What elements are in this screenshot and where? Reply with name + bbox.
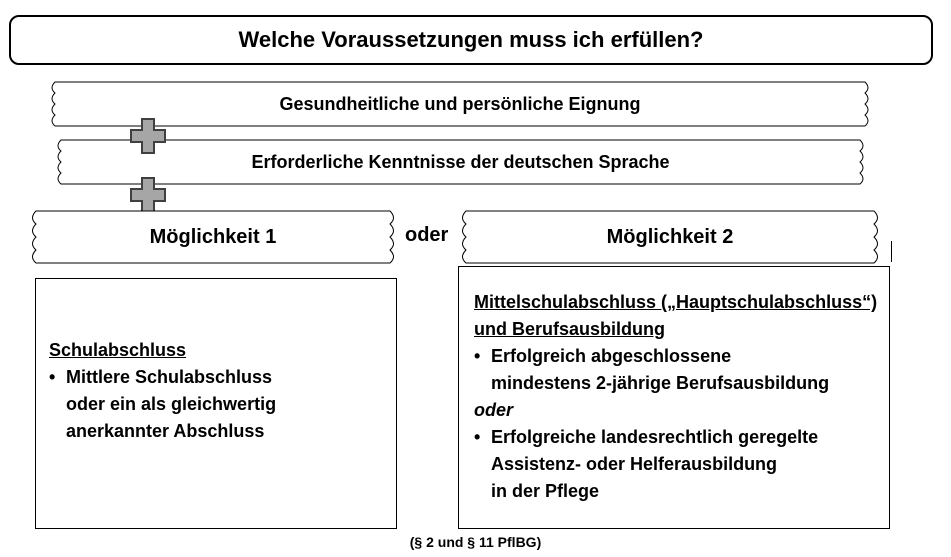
- option-1-banner: [29, 211, 397, 263]
- legal-reference: (§ 2 und § 11 PflBG): [409, 534, 542, 550]
- list-item: [49, 364, 386, 445]
- list-item: [474, 343, 881, 397]
- list-item-line: oder ein als gleichwertig: [66, 394, 277, 414]
- option-2-content: [458, 266, 890, 529]
- option-1-list: [49, 364, 386, 445]
- requirement-label: Gesundheitliche und persönliche Eignung: [279, 93, 641, 114]
- list-item-line: • Erfolgreiche landesrechtlich geregelte: [491, 427, 819, 447]
- requirement-banner-language: [55, 140, 866, 184]
- list-item: [474, 424, 881, 505]
- divider: [891, 241, 892, 262]
- option-2-list: [474, 343, 881, 397]
- connector-or: oder: [405, 224, 449, 246]
- plus-icon: [130, 177, 166, 213]
- option-1-label: Möglichkeit 1: [149, 225, 277, 248]
- requirement-banner-health: [49, 82, 871, 126]
- list-item-line: anerkannter Abschluss: [66, 421, 265, 441]
- separator-or: oder: [474, 400, 514, 420]
- list-item-line: Assistenz- oder Helferausbildung: [491, 454, 778, 474]
- list-item-line: • Mittlere Schulabschluss: [66, 367, 273, 387]
- requirement-label: Erforderliche Kenntnisse der deutschen Sprache: [251, 151, 670, 172]
- option-1-heading: Schulabschluss: [49, 340, 187, 360]
- option-2-heading-line: Mittelschulabschluss („Hauptschulabschluss“): [474, 292, 878, 312]
- option-2-list: [474, 424, 881, 505]
- option-2-heading-line: und Berufsausbildung: [474, 319, 665, 339]
- option-1-content: [35, 278, 397, 529]
- list-item-line: in der Pflege: [491, 481, 600, 501]
- page-title: Welche Voraussetzungen muss ich erfüllen?: [9, 15, 933, 65]
- option-2-label: Möglichkeit 2: [606, 225, 734, 248]
- plus-icon: [130, 118, 166, 154]
- option-2-banner: [459, 211, 881, 263]
- list-item-line: • Erfolgreich abgeschlossene: [491, 346, 732, 366]
- list-item-line: mindestens 2-jährige Berufsausbildung: [491, 373, 830, 393]
